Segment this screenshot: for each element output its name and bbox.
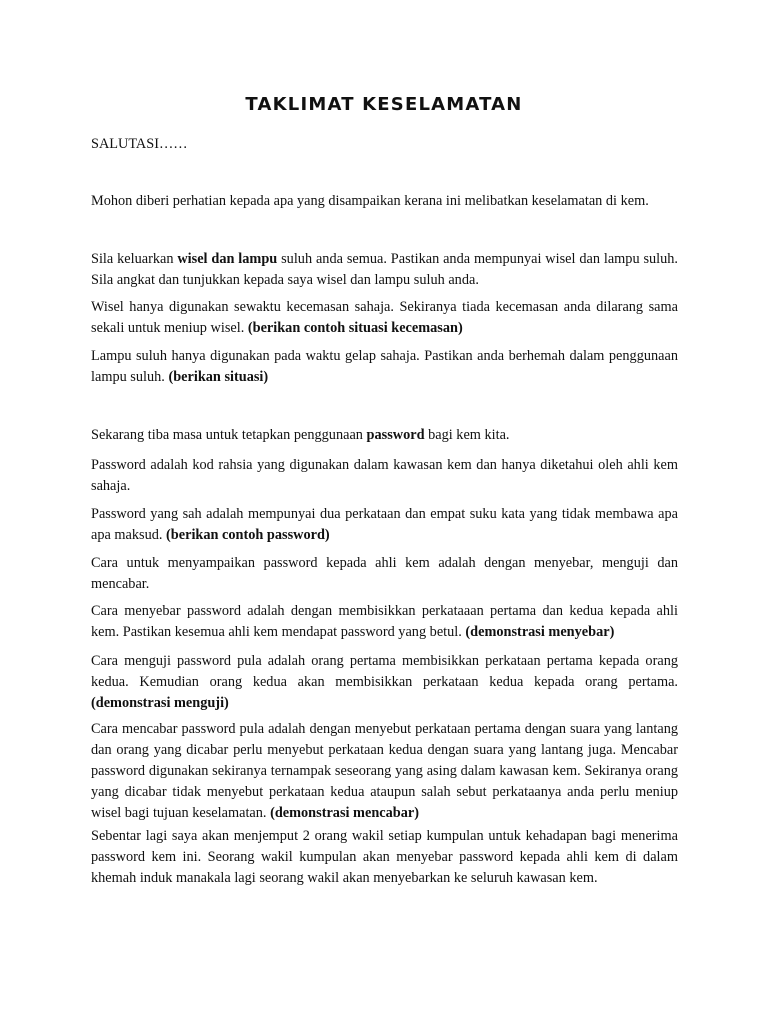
text: Cara menguji password pula adalah orang pertama membisikkan perkataan pertama kepada orang kedua. Kemudian orang kedua akan membisikkan perkataan kedua kepada orang pertama. — [91, 653, 678, 690]
bold-text: (demonstrasi menyebar) — [465, 624, 615, 640]
paragraph-lampu — [91, 346, 678, 388]
text: bagi kem kita. — [424, 427, 510, 443]
paragraph-wisel — [91, 297, 678, 339]
text: Cara mencabar password pula adalah dengan menyebut perkataan pertama dengan suara yang lantang dan orang yang dicabar perlu menyebut perkataan kedua dengan suara yang lantang juga. Mencabar password digunakan sekiranya ternampak seseorang yang asing dalam kawasan kem. Sekiranya orang yang dicabar tidak menyebut perkataan kedua ataupun salah sebut perkataanya anda perlu meniup wisel bagi tujuan keselamatan. — [91, 721, 678, 821]
paragraph-closing: Sebentar lagi saya akan menjemput 2 orang wakil setiap kumpulan untuk kehadapan bagi menerima password kem ini. Seorang wakil kumpulan akan menyebar password kepada ahli kem di dalam khemah induk manakala lagi seorang wakil akan menyebarkan ke seluruh kawasan kem. — [91, 828, 678, 886]
bold-text: (demonstrasi menguji) — [91, 695, 229, 711]
text: Sekarang tiba masa untuk tetapkan penggunaan — [91, 427, 367, 443]
paragraph-password-spread — [91, 601, 678, 643]
bold-text: wisel dan lampu — [177, 251, 278, 267]
bold-text: password — [366, 427, 425, 443]
paragraph-intro: Mohon diberi perhatian kepada apa yang disampaikan kerana ini melibatkan keselamatan di kem. — [91, 193, 649, 209]
paragraph-password-test — [91, 651, 678, 714]
paragraph-password-definition: Password adalah kod rahsia yang digunakan dalam kawasan kem dan hanya diketahui oleh ahli kem sahaja. — [91, 457, 678, 494]
bold-text: (berikan contoh situasi kecemasan) — [247, 320, 463, 336]
text: Cara menyebar password adalah dengan membisikkan perkataaan pertama dan kedua kepada ahli kem. Pastikan kesemua ahli kem mendapat password yang betul. — [91, 603, 678, 640]
salutation: SALUTASI…… — [91, 136, 188, 152]
text: suluh anda semua. Pastikan anda mempunyai wisel dan lampu suluh. Sila angkat dan tunjukkan kepada saya wisel dan lampu suluh anda. — [91, 251, 679, 288]
paragraph-wisel-lampu — [91, 249, 678, 291]
paragraph-password-valid — [91, 504, 678, 546]
bold-text: (berikan situasi) — [168, 369, 269, 385]
text: Password yang sah adalah mempunyai dua perkataan dan empat suku kata yang tidak membawa apa apa maksud. — [91, 506, 678, 543]
paragraph-password-challenge — [91, 719, 678, 824]
document-title: TAKLIMAT KESELAMATAN — [245, 94, 523, 115]
bold-text: (berikan contoh password) — [166, 527, 330, 543]
paragraph-password-methods: Cara untuk menyampaikan password kepada ahli kem adalah dengan menyebar, menguji dan mencabar. — [91, 555, 678, 592]
text: Sila keluarkan — [91, 251, 178, 267]
text: Lampu suluh hanya digunakan pada waktu gelap sahaja. Pastikan anda berhemah dalam penggunaan lampu suluh. — [91, 348, 678, 385]
paragraph-password-intro — [91, 425, 678, 446]
text: Wisel hanya digunakan sewaktu kecemasan sahaja. Sekiranya tiada kecemasan anda dilarang sama sekali untuk meniup wisel. — [91, 299, 678, 336]
bold-text: (demonstrasi mencabar) — [270, 805, 419, 821]
